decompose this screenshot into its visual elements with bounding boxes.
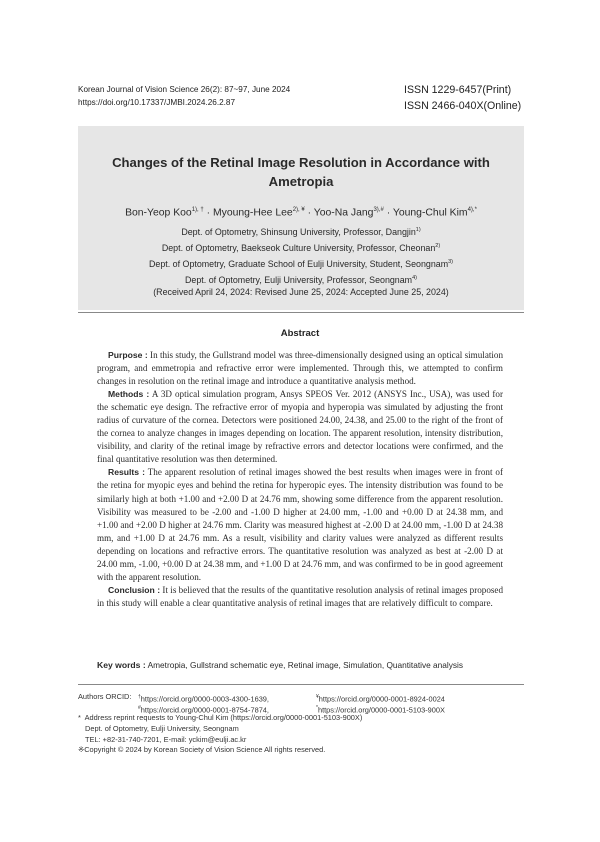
author-name: Yoo-Na Jang (313, 207, 374, 219)
abstract-conclusion (97, 584, 503, 610)
reprint-contact: TEL: +82-31-740-7201, E-mail: yckim@eulji.ac.kr (85, 734, 247, 744)
reprint-text: Address reprint requests to Young-Chul Kim (https://orcid.org/0000-0001-5103-900X) (84, 713, 363, 723)
orcid-marker: # (138, 704, 141, 711)
author-list (78, 207, 524, 218)
results-text: The apparent resolution of retinal images showed the best results when images were in front of the retina for myopic eyes and behind the retina for hyperopic eyes. The intensity distribution was found to be similarly high at both +1.00 and +2.00 D at 24.76 mm, showing some difference from the apparent resolution. Visibility was measured to be -2.00 and -1.00 D higher at 24.00 mm, -1.00 and +0.00 D at 24.38 mm, and +1.00 and +2.00 D higher at 24.76 mm. Clarity was measured highest at -2.00 D at 24.00 mm, -1.00 D at 24.38 mm, and +1.00 D at 24.76 mm. As a result, visibility and clarity values were analyzed as different results depending on locations and refractive errors. The quantitative resolution was analyzed as best at -2.00 D at 24.00 mm, -1.00, +0.00 D at 24.38 mm, and +1.00 D at 24.76 mm, and was confirmed to be in good agreement with the apparent resolution. (97, 467, 503, 582)
received-dates: (Received April 24, 2024: Revised June 25, 2024: Accepted June 25, 2024) (153, 287, 449, 297)
abstract-heading: Abstract (280, 328, 320, 339)
abstract-methods (97, 388, 503, 466)
abstract-results (97, 466, 503, 583)
conclusion-label: Conclusion : (108, 584, 161, 595)
orcid-entry (138, 703, 269, 716)
issn-online: ISSN 2466-040X(Online) (404, 99, 522, 112)
methods-label: Methods : (108, 389, 150, 400)
title-panel (78, 126, 524, 310)
author-marker: 2), ¥ (292, 207, 305, 213)
author-separator: · (386, 207, 391, 219)
issn-block (404, 83, 521, 114)
orcid-link[interactable]: https://orcid.org/0000-0001-5103-900X (317, 705, 445, 715)
orcid-entry (316, 703, 445, 716)
results-label: Results : (108, 467, 145, 478)
purpose-text: In this study, the Gullstrand model was three-dimensionally designed using an optical simulation program, and emmetropia and refractive error were implemented. Through this, we attempted to confirm changes in resolution on the retinal image and introduce a quantitative analysis method. (97, 350, 503, 387)
reprint-marker: * (78, 713, 81, 723)
affiliation (78, 259, 524, 269)
orcid-marker: ¥ (316, 694, 319, 700)
keywords-label: Key words : (97, 660, 146, 670)
orcid-label: Authors ORCID: (78, 692, 132, 701)
orcid-link[interactable]: https://orcid.org/0000-0001-8924-0024 (318, 694, 445, 704)
title-line-2: Ametropia (268, 174, 334, 189)
affiliation-marker: 4) (412, 275, 417, 282)
affiliation-marker: 3) (448, 259, 453, 266)
author-marker: 3),# (373, 207, 384, 213)
affiliation-marker: 1) (415, 227, 421, 234)
affiliation-text: Dept. of Optometry, Shinsung University, Professor, Dangjin (181, 227, 416, 237)
copyright: ※Copyright © 2024 by Korean Society of Vision Science All rights reserved. (78, 745, 326, 755)
author-name: Myoung-Hee Lee (212, 207, 293, 219)
abstract-body (97, 349, 503, 610)
issn-print: ISSN 1229-6457(Print) (404, 84, 512, 96)
abstract-purpose (97, 349, 503, 388)
keywords-text: Ametropia, Gullstrand schematic eye, Retinal image, Simulation, Quantitative analysis (147, 660, 464, 670)
affiliation-text: Dept. of Optometry, Baekseok Culture University, Professor, Cheonan (161, 243, 436, 253)
title-line-1: Changes of the Retinal Image Resolution in Accordance with (112, 155, 490, 170)
reprint-dept: Dept. of Optometry, Eulji University, Seongnam (85, 724, 239, 734)
conclusion-text: It is believed that the results of the quantitative resolution analysis of retinal images proposed in this study will enable a clear quantitative analysis of retinal images that are relatively difficult to compare. (97, 584, 503, 608)
affiliation-text: Dept. of Optometry, Eulji University, Professor, Seongnam (185, 275, 413, 285)
affiliation-text: Dept. of Optometry, Graduate School of Eulji University, Student, Seongnam (149, 259, 449, 269)
divider (78, 312, 524, 313)
journal-citation: Korean Journal of Vision Science 26(2): 87~97, June 2024 (78, 85, 291, 94)
divider (78, 684, 524, 685)
doi-link[interactable]: https://doi.org/10.17337/JMBI.2024.26.2.87 (78, 97, 236, 107)
orcid-marker: * (316, 704, 318, 711)
keywords (97, 660, 507, 670)
author-marker: 1), † (191, 207, 204, 213)
purpose-label: Purpose : (108, 350, 148, 360)
author-separator: · (206, 207, 211, 219)
author-marker: 4),* (467, 207, 477, 213)
affiliation (78, 227, 524, 237)
paper-title (78, 153, 524, 191)
orcid-link[interactable]: https://orcid.org/0000-0001-8754-7874, (140, 705, 269, 715)
affiliation-marker: 2) (435, 243, 441, 250)
author-name: Bon-Yeop Koo (125, 207, 192, 219)
author-name: Young-Chul Kim (392, 207, 468, 219)
orcid-marker: † (138, 694, 141, 700)
orcid-row (78, 703, 524, 714)
affiliation (78, 243, 524, 253)
methods-text: A 3D optical simulation program, Ansys SPEOS Ver. 2012 (ANSYS Inc., USA), was used for the schematic eye design. The refractive error of myopia and hyperopia was simulated by adjusting the front radius of curvature of the cornea. Detectors were positioned 24.00, 24.38, and 25.00 to the right of the front of the cornea to analyze changes in images depending on location. The apparent resolution, intensity distribution, visibility, and clarity of the retinal image by refractive errors and detector locations were confirmed, and the final quantitative resolution was then determined. (97, 389, 504, 465)
affiliation (78, 275, 524, 285)
journal-header (78, 84, 290, 109)
orcid-link[interactable]: https://orcid.org/0000-0003-4300-1639, (140, 694, 269, 704)
orcid-row (78, 692, 524, 703)
footnotes (78, 692, 524, 756)
author-separator: · (307, 207, 312, 219)
